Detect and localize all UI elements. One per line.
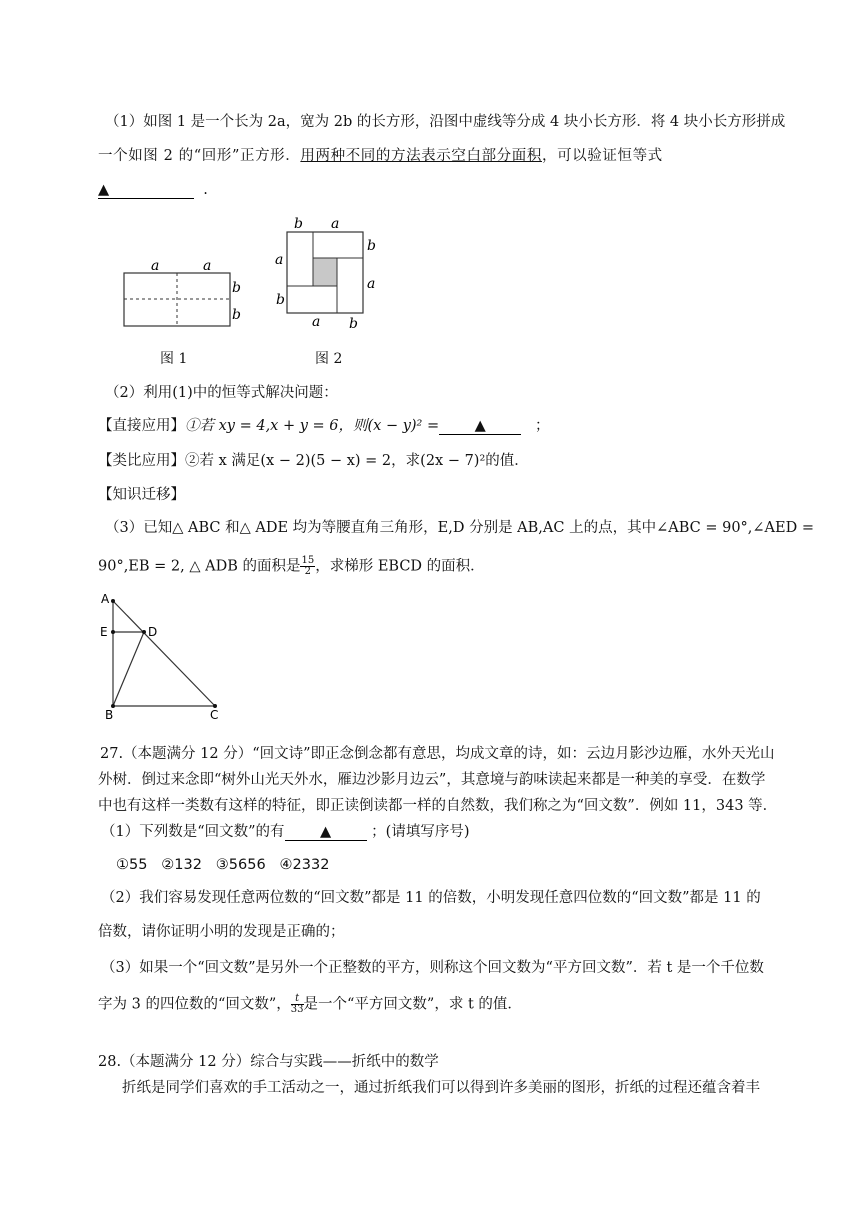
q27-line3: 中也有这样一类数有这样的特征，即正读倒读都一样的自然数，我们称之为“回文数”．例如 11，343 等． (98, 798, 778, 814)
direct-application-tag: 【直接应用】 (98, 418, 185, 434)
q26-part1-line3 (98, 180, 208, 200)
q26-analog-application (98, 451, 529, 471)
fig2-center-shaded-square (313, 258, 337, 286)
segment-BD (113, 632, 144, 706)
period: . (203, 182, 208, 198)
q27-part1-text: （1）下列数是“回文数”的有 (101, 824, 285, 840)
fig2-label-top-b: b (294, 216, 303, 232)
fig2-label-top-a: a (331, 216, 340, 232)
q27-part3-line2-end: 是一个“平方回文数”，求 t 的值． (303, 996, 522, 1013)
q27-option-3: ③5656 (215, 857, 266, 873)
q26-part1-line2-start: 一个如图 2 的“回形”正方形． (98, 148, 301, 164)
q27-part3-line2-start: 字为 3 的四位数的“回文数”， (98, 996, 291, 1013)
q27-option-1: ①55 (116, 857, 148, 873)
q27-option-4: ④2332 (279, 857, 330, 873)
q27-part2-line1: （2）我们容易发现任意两位数的“回文数”都是 11 的倍数，小明发现任意四位数的“回文数”都是 11 的 (101, 890, 761, 906)
fraction-t-over-33 (291, 994, 304, 1015)
q26-part2-intro: （2）利用(1)中的恒等式解决问题： (105, 385, 338, 401)
fraction-numerator: 15 (301, 555, 315, 566)
label-E: E (100, 625, 108, 639)
fig1-label-a-left: a (151, 258, 160, 274)
q27-part3-line2 (98, 994, 522, 1015)
figure-1-caption: 图 1 (160, 351, 188, 367)
label-A: A (101, 592, 110, 606)
blank-triangle-icon: ▲ (474, 418, 486, 434)
label-D: D (148, 625, 158, 639)
q27-part2-line2: 倍数，请你证明小明的发现是正确的； (98, 924, 345, 940)
point-A (111, 599, 115, 603)
q26-part3-line2-start: 90°,EB = 2, △ ADB 的面积是 (98, 558, 301, 575)
q26-direct-answer-blank[interactable] (439, 418, 521, 435)
triangle-figure (96, 590, 236, 722)
fig1-label-b-upper: b (232, 280, 241, 296)
figure-2-square (270, 212, 380, 332)
fig2-label-bottom-b: b (349, 316, 358, 332)
direct-application-text: ①若 xy = 4,x + y = 6，则(x − y)² = (185, 418, 440, 434)
q27-options (116, 855, 329, 875)
q27-part1-answer-blank[interactable] (285, 824, 367, 841)
q27-part1 (101, 822, 470, 842)
fraction-denominator: 33 (290, 1004, 304, 1015)
q27-part1-hint: ；(请填写序号) (371, 824, 470, 840)
fig2-label-left-a: a (275, 252, 284, 268)
q27-option-2: ②132 (161, 857, 202, 873)
analog-application-text: ②若 x 满足(x − 2)(5 − x) = 2，求(2x − 7)²的值． (185, 453, 529, 469)
point-E (111, 630, 115, 634)
semicolon: ； (534, 418, 550, 434)
fraction-15-over-2 (300, 556, 315, 577)
q26-part1-line2 (98, 146, 663, 166)
fig2-right-rect (337, 258, 363, 313)
fig2-label-left-b: b (276, 292, 285, 308)
fig2-label-right-a: a (367, 276, 376, 292)
q26-part1-underlined-text: 用两种不同的方法表示空白部分面积 (300, 148, 542, 164)
q28-title: 28.（本题满分 12 分）综合与实践——折纸中的数学 (98, 1054, 439, 1070)
fig1-label-b-lower: b (232, 307, 241, 323)
q26-knowledge-transfer-tag: 【知识迁移】 (98, 487, 185, 503)
q26-part1-answer-blank[interactable] (98, 182, 194, 199)
figure-2-caption: 图 2 (315, 351, 343, 367)
q28-intro: 折纸是同学们喜欢的手工活动之一，通过折纸我们可以得到许多美丽的图形，折纸的过程还蕴含着丰 (122, 1080, 760, 1096)
blank-triangle-icon: ▲ (98, 182, 110, 198)
blank-triangle-icon: ▲ (319, 824, 332, 840)
figure-1-rectangle (115, 255, 255, 335)
fig2-left-rect (287, 232, 313, 286)
label-B: B (105, 708, 114, 722)
q27-line2: 外树．倒过来念即“树外山光天外水，雁边沙影月边云”，其意境与韵味读起来都是一种美的享受．在数学 (98, 772, 766, 788)
q26-part3-line2-end: ，求梯形 EBCD 的面积． (315, 558, 485, 575)
q26-part1-line1: （1）如图 1 是一个长为 2a，宽为 2b 的长方形，沿图中虚线等分成 4 块小长方形．将 4 块小长方形拼成 (105, 114, 786, 130)
fig2-label-bottom-a: a (312, 314, 321, 330)
fig2-bottom-rect (287, 286, 337, 313)
fraction-numerator: t (291, 994, 304, 1005)
q26-direct-application (98, 416, 549, 436)
point-D (142, 630, 146, 634)
q26-part3-line2 (98, 556, 485, 577)
fraction-denominator: 2 (304, 566, 312, 577)
q26-part3-line1: （3）已知△ ABC 和△ ADE 均为等腰直角三角形，E,D 分别是 AB,AC 上的点，其中∠ABC = 90°,∠AED = (105, 520, 814, 536)
q27-line1: 27.（本题满分 12 分）“回文诗”即正念倒念都有意思，均成文章的诗，如：云边月影沙边雁，水外天光山 (100, 746, 775, 762)
fig2-top-rect (313, 232, 363, 258)
q26-part1-line2-end: ，可以验证恒等式 (541, 148, 663, 164)
fig1-label-a-right: a (203, 258, 212, 274)
analog-application-tag: 【类比应用】 (98, 453, 185, 469)
fig2-label-right-b: b (367, 238, 376, 254)
segment-AC (113, 601, 215, 706)
label-C: C (210, 708, 219, 722)
q27-part3-line1: （3）如果一个“回文数”是另外一个正整数的平方，则称这个回文数为“平方回文数”．若 t 是一个千位数 (101, 960, 764, 976)
